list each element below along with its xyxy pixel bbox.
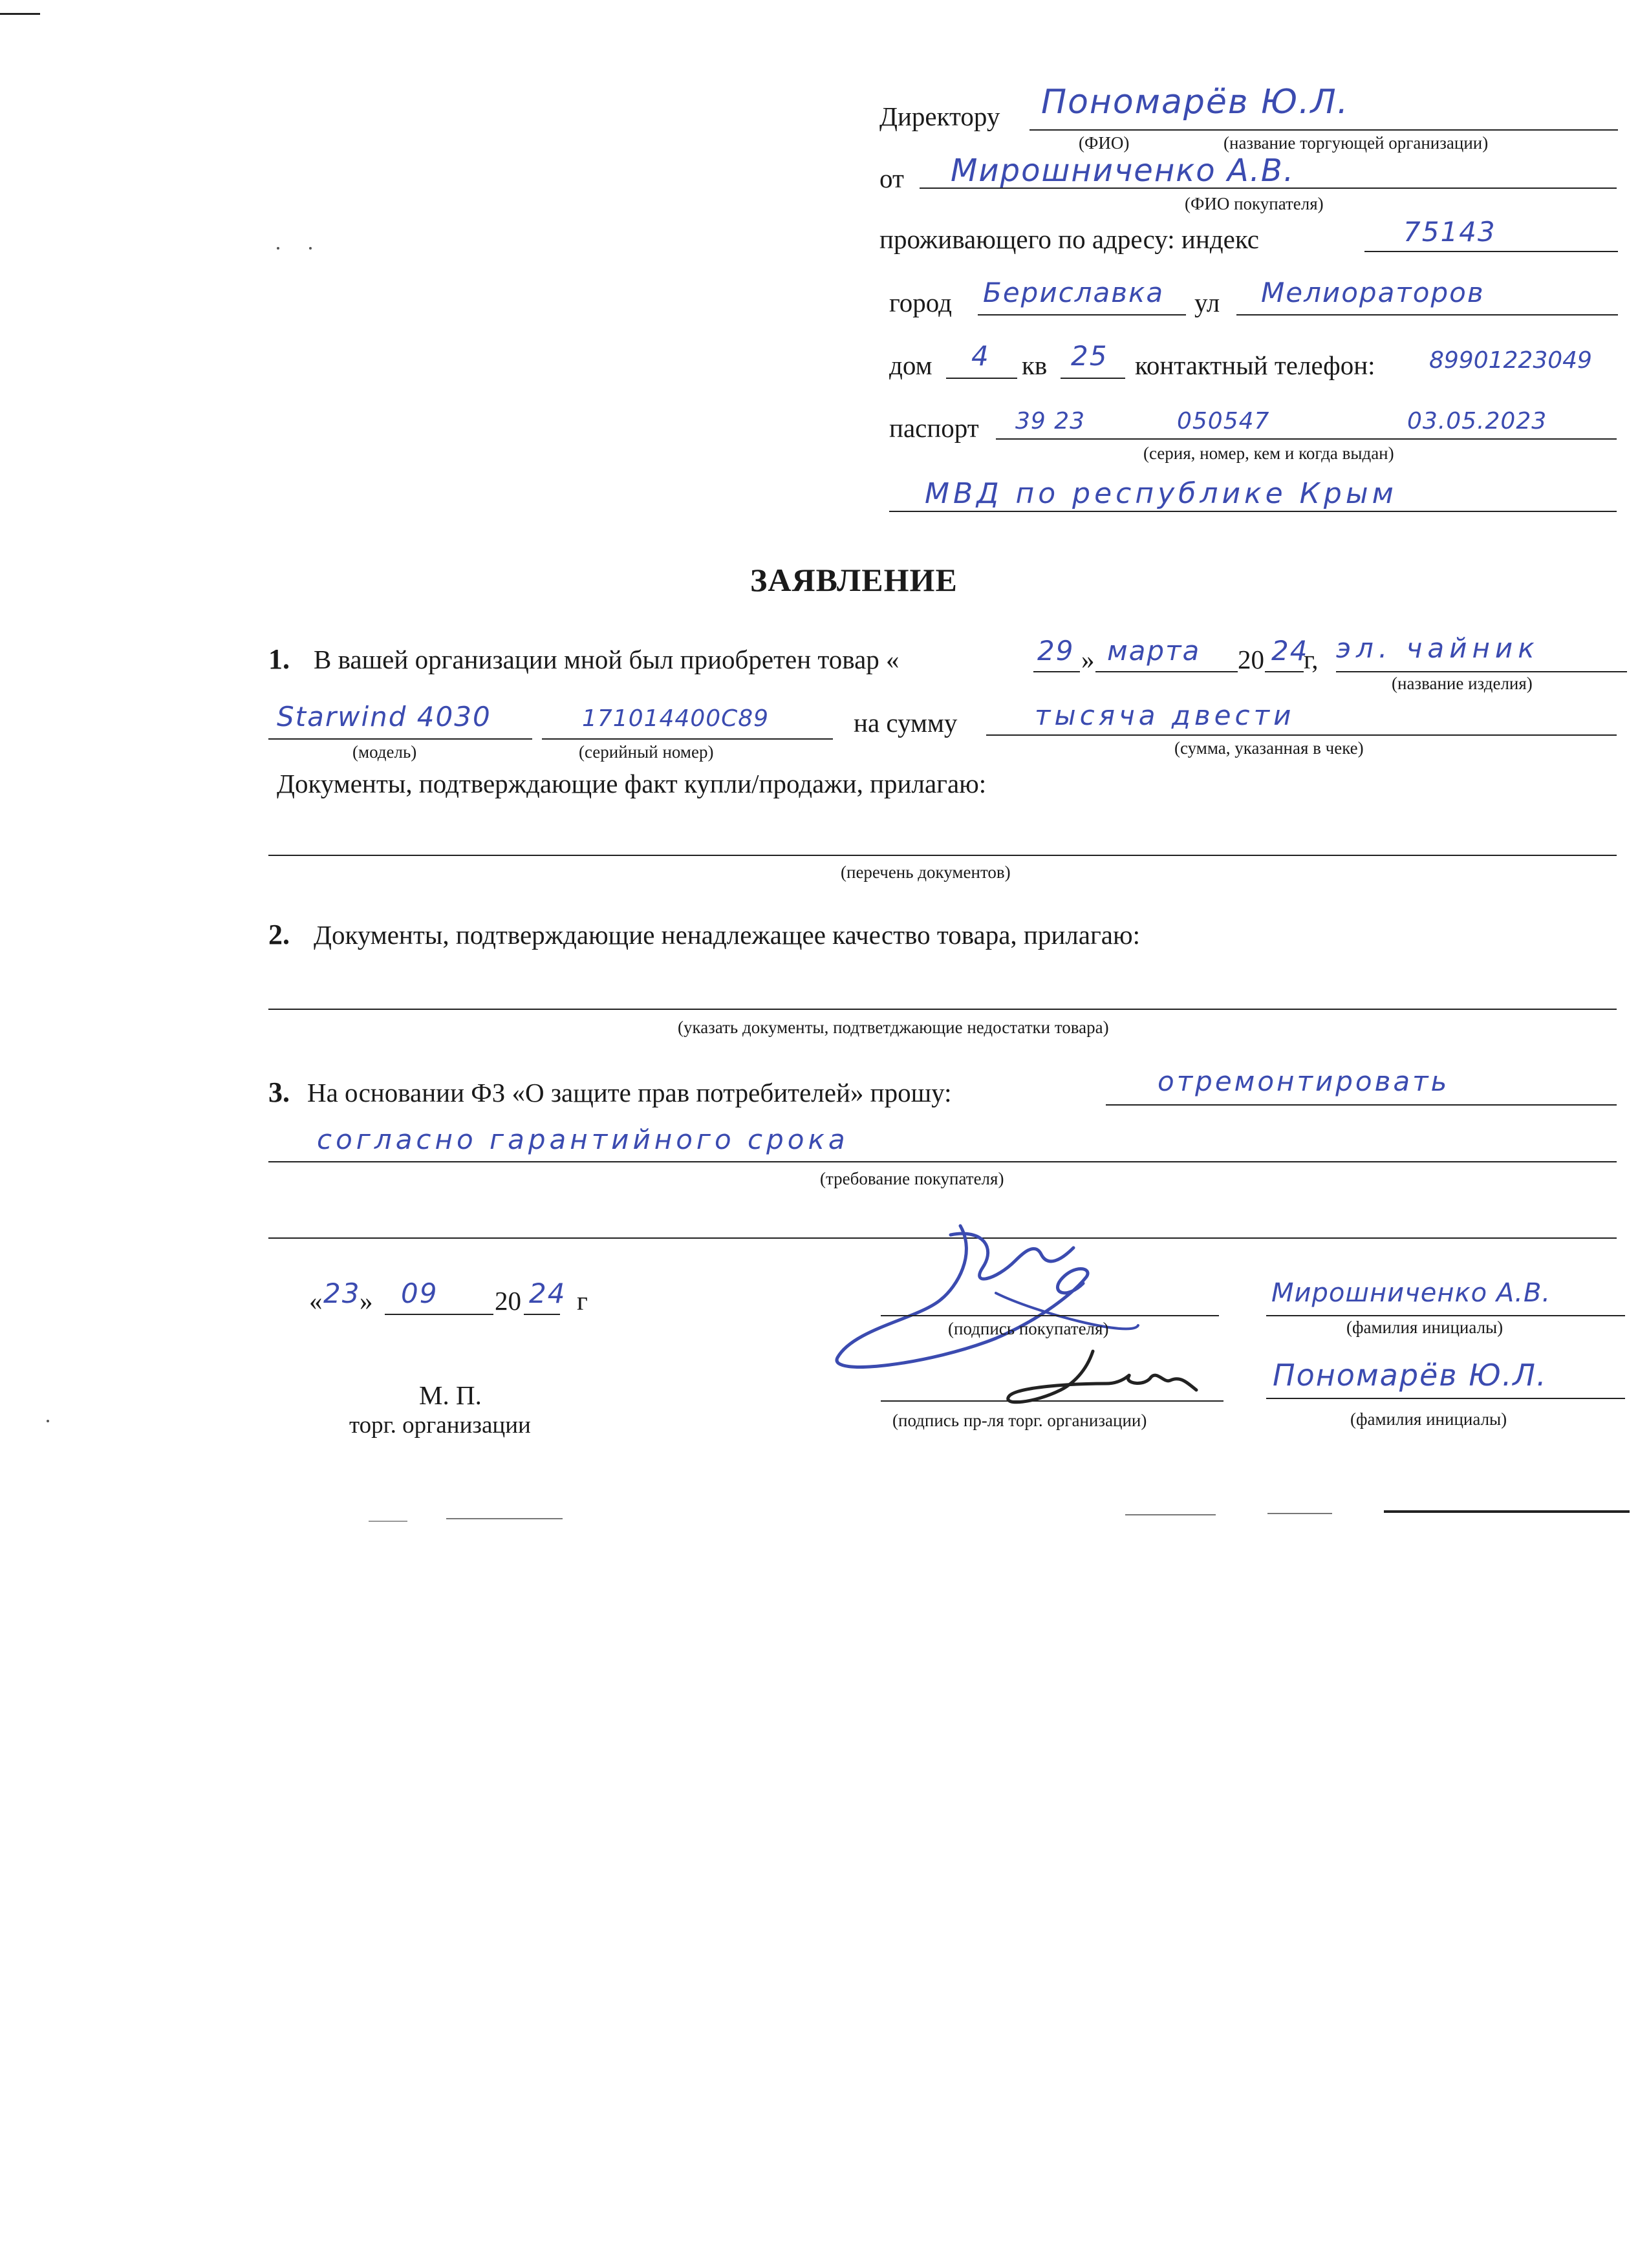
request-value-1[interactable]: отремонтировать	[1158, 1065, 1450, 1097]
passport-series[interactable]: 39 23	[1015, 408, 1086, 434]
mp-line2: торг. организации	[349, 1412, 531, 1439]
sum-label: на сумму	[854, 708, 958, 738]
sum-value[interactable]: тысяча двести	[1035, 700, 1295, 731]
docs-text: Документы, подтверждающие факт купли/продажи, прилагаю:	[277, 769, 987, 798]
index-value[interactable]: 75143	[1403, 216, 1496, 248]
director-value[interactable]: Пономарёв Ю.Л.	[1041, 83, 1350, 122]
docs-line	[268, 855, 1617, 856]
month-line	[1095, 671, 1238, 672]
scan-mark	[0, 13, 40, 15]
scan-mark	[369, 1521, 407, 1522]
day-line	[1033, 671, 1080, 672]
passport-line	[996, 438, 1617, 440]
from-label: от	[879, 164, 904, 193]
model-value[interactable]: Starwind 4030	[277, 701, 491, 733]
scan-mark	[1125, 1514, 1216, 1515]
house-line	[946, 378, 1017, 379]
purchase-month[interactable]: марта	[1107, 635, 1201, 667]
section3-text: На основании ФЗ «О защите прав потребителей» прошу:	[307, 1078, 952, 1107]
sum-line	[986, 734, 1617, 736]
phone-value[interactable]: 89901223049	[1429, 347, 1592, 374]
scan-mark	[1384, 1510, 1630, 1513]
city-line	[978, 314, 1186, 316]
purchase-year[interactable]: 24	[1271, 635, 1309, 667]
passport-number[interactable]: 050547	[1177, 408, 1270, 434]
mp-line1: М. П.	[419, 1380, 482, 1410]
head-signature-line	[881, 1400, 1223, 1402]
head-name-value[interactable]: Пономарёв Ю.Л.	[1273, 1358, 1547, 1393]
date-month-line	[385, 1314, 493, 1315]
org-caption: (название торгующей организации)	[1223, 133, 1489, 153]
serial-value[interactable]: 171014400C89	[582, 705, 770, 732]
date-g: г	[577, 1286, 588, 1316]
signing-month[interactable]: 09	[401, 1278, 438, 1309]
index-line	[1364, 251, 1618, 252]
passport-label: паспорт	[889, 413, 979, 443]
passport-caption: (серия, номер, кем и когда выдан)	[1143, 444, 1394, 463]
product-value[interactable]: эл. чайник	[1336, 632, 1540, 664]
serial-caption: (серийный номер)	[579, 742, 714, 762]
fio-caption: (ФИО)	[1079, 133, 1130, 153]
flat-label: кв	[1022, 350, 1048, 380]
section2-text: Документы, подтверждающие ненадлежащее качество товара, прилагаю:	[314, 920, 1140, 950]
buyer-name-caption: (фамилия инициалы)	[1346, 1318, 1503, 1337]
passport-issuer[interactable]: МВД по республике Крым	[925, 477, 1397, 510]
year-line	[1265, 671, 1304, 672]
buyer-name-line	[1266, 1315, 1625, 1316]
director-label: Директору	[879, 102, 1000, 131]
buyer-name-value[interactable]: Мирошниченко А.В.	[1271, 1278, 1551, 1308]
date-year-prefix: 20	[495, 1286, 521, 1316]
flat-value[interactable]: 25	[1071, 340, 1108, 372]
model-line	[268, 738, 532, 740]
date-open: «	[309, 1286, 323, 1316]
serial-line	[542, 738, 833, 740]
head-signature-caption: (подпись пр-ля торг. организации)	[892, 1411, 1147, 1430]
house-label: дом	[889, 350, 932, 380]
street-line	[1236, 314, 1618, 316]
section2-caption: (указать документы, подтветджающие недостатки товара)	[678, 1018, 1109, 1037]
year-g: г,	[1304, 645, 1319, 674]
phone-label: контактный телефон:	[1135, 350, 1375, 380]
scan-mark	[446, 1518, 563, 1519]
buyer-signature-caption: (подпись покупателя)	[948, 1319, 1109, 1338]
date-close: »	[360, 1286, 373, 1316]
buyer-fio-caption: (ФИО покупателя)	[1185, 194, 1324, 213]
quote-close: »	[1081, 645, 1095, 674]
street-label: ул	[1194, 288, 1220, 317]
request-line-1	[1106, 1104, 1617, 1106]
passport-issuer-line	[889, 511, 1617, 512]
scan-dot	[277, 247, 279, 250]
document-title: ЗАЯВЛЕНИЕ	[750, 562, 958, 598]
purchase-day[interactable]: 29	[1037, 635, 1075, 667]
request-line-2	[268, 1161, 1617, 1162]
section3-caption: (требование покупателя)	[820, 1169, 1004, 1188]
docs-caption: (перечень документов)	[841, 862, 1011, 882]
scan-mark	[1267, 1513, 1332, 1514]
section1-text: В вашей организации мной был приобретен товар «	[314, 645, 900, 674]
section3-number: 3.	[268, 1076, 290, 1108]
date-year-line	[524, 1314, 560, 1315]
section1-number: 1.	[268, 643, 290, 675]
flat-line	[1061, 378, 1125, 379]
signing-year[interactable]: 24	[529, 1278, 566, 1309]
buyer-signature-line	[881, 1315, 1219, 1316]
city-value[interactable]: Бериславка	[983, 277, 1165, 308]
product-caption: (название изделия)	[1392, 674, 1533, 693]
house-value[interactable]: 4	[971, 340, 990, 372]
signing-day[interactable]: 23	[323, 1278, 361, 1309]
street-value[interactable]: Мелиораторов	[1261, 277, 1485, 308]
scan-dot	[47, 1420, 49, 1422]
head-signature	[996, 1345, 1203, 1416]
head-name-caption: (фамилия инициалы)	[1350, 1409, 1507, 1429]
passport-date[interactable]: 03.05.2023	[1407, 408, 1547, 434]
year-prefix: 20	[1238, 645, 1264, 674]
section2-line	[268, 1009, 1617, 1010]
from-value[interactable]: Мирошниченко А.В.	[951, 153, 1295, 189]
director-line	[1029, 129, 1618, 131]
address-label: проживающего по адресу: индекс	[879, 224, 1259, 254]
request-value-2[interactable]: согласно гарантийного срока	[317, 1124, 849, 1155]
scan-dot	[309, 247, 312, 250]
head-name-line	[1266, 1398, 1625, 1399]
city-label: город	[889, 288, 952, 317]
sum-caption: (сумма, указанная в чеке)	[1174, 738, 1364, 758]
product-line	[1336, 671, 1627, 672]
model-caption: (модель)	[352, 742, 417, 762]
section2-number: 2.	[268, 919, 290, 950]
